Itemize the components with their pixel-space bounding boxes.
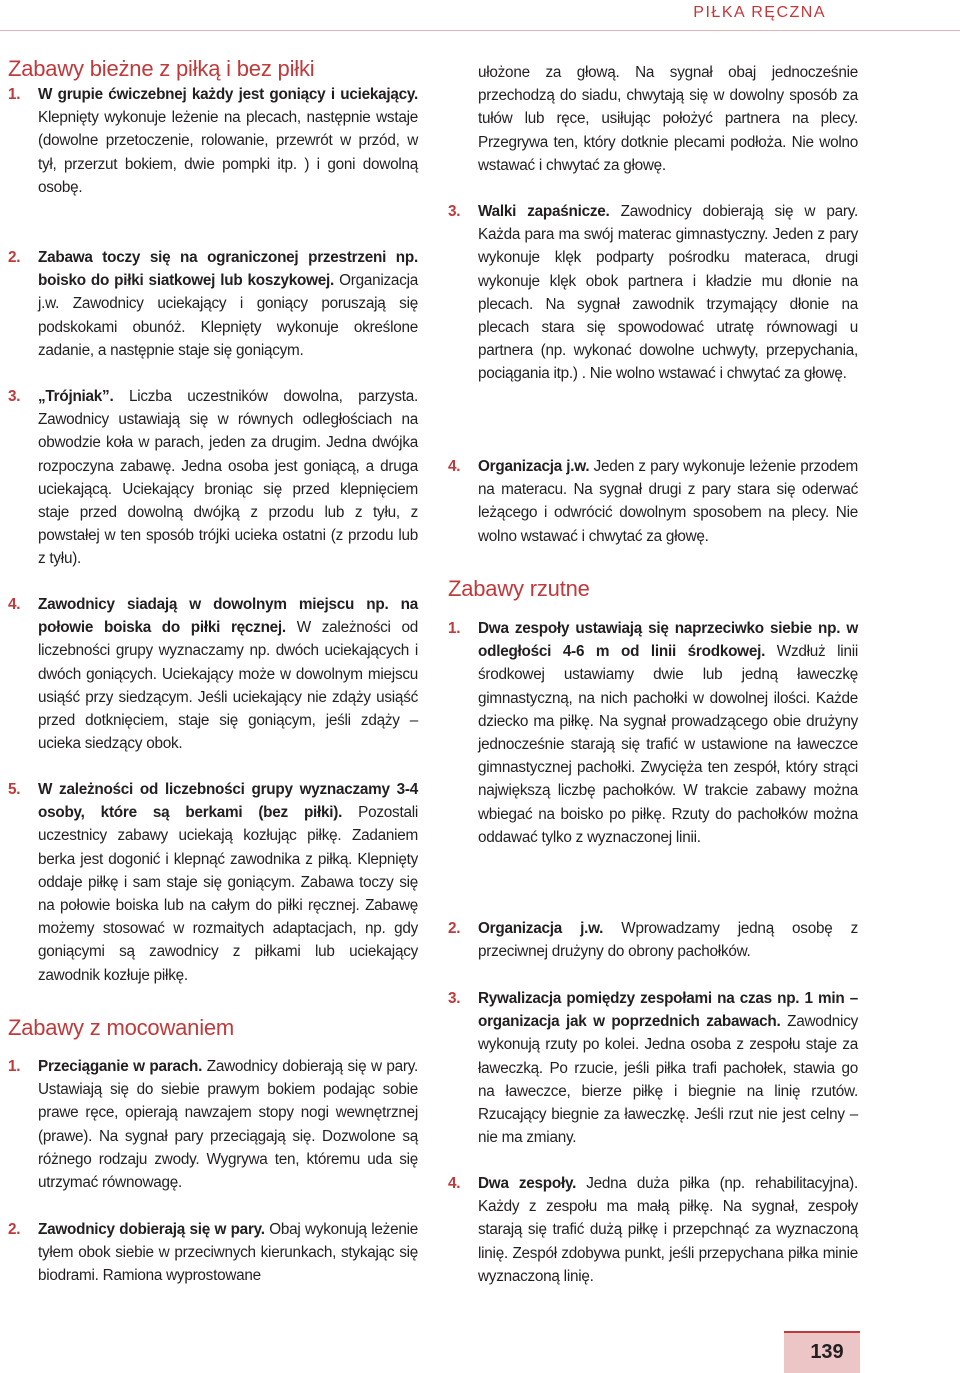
- item-lead: „Trójniak”.: [38, 388, 114, 405]
- item-lead: Zabawa toczy się na ograniczonej przestrzeni np. boisko do piłki siatkowej lub koszykowej.: [38, 249, 418, 290]
- header-rule: [0, 30, 960, 31]
- item-text: Klepnięty wykonuje leżenie na plecach, następnie wstaje (dowolne przetoczenie, rolowanie, przewrót w przód, w tył, przerzut bokiem, dwie pompki itp. ) i goni dowolną osobę.: [38, 109, 418, 196]
- item-text: Zawodnicy dobierają się w pary. Ustawiają się do siebie prawym bokiem podając sobie prawe ręce, opierają nawzajem stopy nogi wewnętrznej (prawe). Na sygnał pary przeciągają się. Dozwolone są różnego rodzaju zwody. Wygrywa ten, któremu uda się utrzymać równowagę.: [38, 1058, 418, 1192]
- item-number: 3.: [448, 203, 461, 220]
- item-number: 3.: [8, 388, 21, 405]
- item-number: 2.: [448, 920, 461, 937]
- item-lead: Zawodnicy dobierają się w pary.: [38, 1221, 265, 1238]
- item-lead: Organizacja j.w.: [478, 920, 604, 937]
- item-lead: W grupie ćwiczebnej każdy jest goniący i uciekający.: [38, 86, 418, 103]
- item-text: Jedna duża piłka (np. rehabilitacyjna). Każdy z zespołu ma małą piłkę. Na sygnał, zespoły starają się trafić dużą piłkę i przepchnąć za wyznaczoną linię. Zespół zdobywa punkt, jeśli przepychana piłka minie wyznaczoną linię.: [478, 1175, 858, 1285]
- list-item: [448, 917, 858, 963]
- item-lead: W zależności od liczebności grupy wyznaczamy 3-4 osoby, które są berkami (bez piłki).: [38, 781, 418, 822]
- item-text: Zawodnicy dobierają się w pary. Każda para ma swój materac gimnastyczny. Jeden z pary wykonuje klęk podparty pośrodku materaca, drugi wykonuje klęk obok partnera i kładzie mu dłonie na plecach. Na sygnał zawodnik trzymający dłonie na plecach stara się spowodować utratę równowagi u partnera (np. wykonać dowolne uchwyty, przepychania, pociągania itp.) . Nie wolno wstawać i chwytać za głowę.: [478, 203, 858, 383]
- list-item: [8, 1055, 418, 1194]
- list-item: [448, 617, 858, 849]
- list-item: [448, 987, 858, 1149]
- item-text: Organizacja j.w. Zawodnicy uciekający i goniący poruszają się podskokami obunóż. Klepnięty wykonuje określone zadanie, a następnie staje się goniącym.: [38, 272, 418, 359]
- item-text: Wprowadzamy jedną osobę z przeciwnej drużyny do obrony pachołków.: [478, 920, 858, 961]
- list-item: [8, 778, 418, 987]
- item-lead: Rywalizacja pomiędzy zespołami na czas np. 1 min – organizacja jak w poprzednich zabawach.: [478, 990, 858, 1031]
- item-text: W zależności od liczebności grupy wyznaczamy np. dwóch uciekających i dwóch goniących. Uciekający może w dowolnym miejscu usiąść przy siedzącym. Jeśli uciekający nie zdąży usiąść przed dotknięciem, staje się goniącym, jeśli zdąży – ucieka siedzący obok.: [38, 619, 419, 753]
- list-item: [8, 593, 418, 755]
- item-text: Obaj wykonują leżenie tyłem obok siebie w przeciwnych kierunkach, stykając się biodrami. Ramiona wyprostowane: [38, 1221, 418, 1285]
- running-head: PIŁKA RĘCZNA: [693, 4, 826, 21]
- item-number: 3.: [448, 990, 461, 1007]
- item-number: 4.: [448, 458, 461, 475]
- item-text: Jeden z pary wykonuje leżenie przodem na materacu. Na sygnał drugi z pary stara się oderwać leżącego i odwrócić dowolnym sposobem na plecy. Nie wolno wstawać i chwytać za głowę.: [478, 458, 858, 545]
- list-item: [8, 1218, 418, 1288]
- item-text: Zawodnicy wykonują rzuty po kolei. Jedna osoba z zespołu staje za ławeczką. Po rzucie, jeśli piłka trafi pachołek, stawia go na ławeczce, bierze piłkę i biegnie na linię rzutów. Rzucający biegnie za ławeczkę. Jeśli rzut nie jest celny – nie ma zmiany.: [478, 1013, 858, 1147]
- item-lead: Dwa zespoły ustawiają się naprzeciwko siebie np. w odległości 4-6 m od linii środkowej.: [478, 620, 858, 661]
- list-item: [8, 246, 418, 362]
- item-number: 1.: [8, 1058, 21, 1075]
- item-text: Liczba uczestników dowolna, parzysta. Zawodnicy ustawiają się w równych odległościach na obwodzie koła w parach, jeden za drugim. Jedna dwójka rozpoczyna zabawę. Jedna osoba jest goniącą, a druga uciekającą. Uciekający broniąc się przed klepnięciem staje przed dowolną dwójką z przodu lub z tyłu, z powstałej w ten sposób trójki ucieka ostatni (z przodu lub z tyłu).: [38, 388, 418, 568]
- list-item: [8, 83, 418, 199]
- item-number: 5.: [8, 781, 21, 798]
- continuation-paragraph: ułożone za głową. Na sygnał obaj jednocześnie przechodzą do siadu, chwytają się w dowolny sposób za tułów lub ręce, usiłując położyć partnera na plecy. Przegrywa ten, który dotknie plecami podłoża. Nie wolno wstawać i chwytać za głowę.: [478, 64, 858, 174]
- section-heading-running-games: Zabawy bieżne z piłką i bez piłki: [8, 56, 315, 81]
- item-number: 1.: [448, 620, 461, 637]
- item-lead: Dwa zespoły.: [478, 1175, 577, 1192]
- page-number-box: [784, 1331, 860, 1373]
- item-lead: Walki zapaśnicze.: [478, 203, 610, 220]
- item-number: 1.: [8, 86, 21, 103]
- section-heading-wrestling-games: Zabawy z mocowaniem: [8, 1015, 235, 1040]
- item-lead: Organizacja j.w.: [478, 458, 590, 475]
- item-lead: Przeciąganie w parach.: [38, 1058, 203, 1075]
- item-number: 4.: [448, 1175, 461, 1192]
- list-item: [448, 1172, 858, 1288]
- item-text: Pozostali uczestnicy zabawy uciekają kozłując piłkę. Zadaniem berka jest dogonić i klepnąć zawodnika z piłką. Klepnięty oddaje piłkę i sam staje się goniącym. Zabawa toczy się na połowie boiska lub na całym do piłki ręcznej. Zabawę możemy stosować w rozmaitych adaptacjach, np. gdy goniącymi są zawodnicy z piłkami lub uciekający zawodnik kozłuje piłkę.: [38, 804, 418, 984]
- list-item: [8, 385, 418, 571]
- list-item: [448, 200, 858, 386]
- item-lead: Zawodnicy siadają w dowolnym miejscu np. na połowie boiska do piłki ręcznej.: [38, 596, 418, 637]
- page-number: 139: [810, 1341, 844, 1363]
- item-number: 4.: [8, 596, 21, 613]
- section-heading-throwing-games: Zabawy rzutne: [448, 576, 590, 601]
- list-item: [448, 455, 858, 548]
- item-number: 2.: [8, 1221, 21, 1238]
- item-number: 2.: [8, 249, 21, 266]
- item-text: Wzdłuż linii środkowej ustawiamy dwie lub jedną ławeczkę gimnastyczną, na nich pachołki w dowolnej ilości. Każde dziecko ma piłkę. Na sygnał prowadzącego obie drużyny jednocześnie starają się trafić w ustawione na ławeczce gimnastycznej pachołki. Zwycięża ten zespół, który strąci największą liczbę pachołków. W trakcie zabawy można wbiegać na boisko po piłkę. Rzuty do pachołków można oddawać tylko z wyznaczonej linii.: [478, 643, 859, 846]
